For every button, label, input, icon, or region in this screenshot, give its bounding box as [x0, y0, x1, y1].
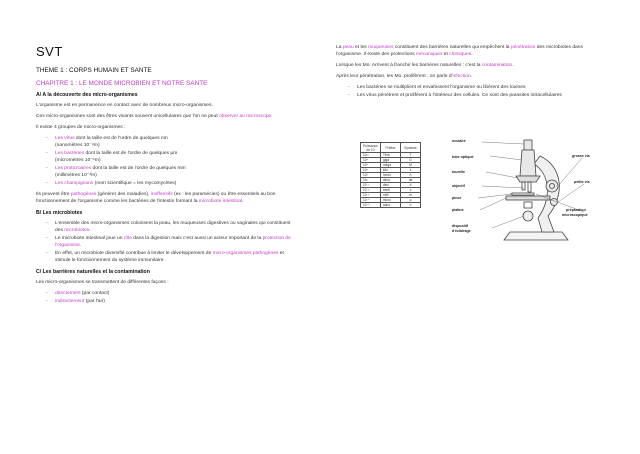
table-cell: 10⁻⁹	[361, 203, 381, 208]
section-b-heading: B/ Les microbiotes	[36, 210, 83, 216]
table-cell: c	[401, 188, 421, 193]
label-preparation: préparation	[566, 208, 586, 212]
table-cell: T	[401, 153, 421, 158]
label-tourelle: tourelle	[452, 170, 465, 174]
section-c-paragraph-1: Les micro-organismes se transmettent de différentes façons :	[36, 280, 169, 285]
contamination-paragraph: Lorsque les Mo. Arrivent à franchir les barrières naturelles : c'est la contamination.	[336, 63, 514, 68]
left-column	[36, 44, 296, 309]
table-cell: déci	[381, 183, 401, 188]
table-cell: centi	[381, 188, 401, 193]
table-cell: k	[401, 168, 421, 173]
label-grosse-vis: grosse vis	[572, 154, 590, 158]
label-platine: platine	[452, 208, 464, 212]
list-item: - Les bactéries se multiplient et envahissent l'organisme ou libèrent des toxines	[348, 84, 608, 91]
list-item: - Les champignons (nom scientifique = les mycomycètes)	[46, 180, 296, 187]
table-cell: micro	[381, 198, 401, 203]
section-a-heading: A/ A la découverte des micro-organismes	[36, 92, 138, 98]
table-cell: 10²	[361, 173, 381, 178]
table-header-cell: Puissance de 10	[361, 143, 381, 153]
table-cell: G	[401, 158, 421, 163]
table-cell: M	[401, 163, 421, 168]
label-tube-optique: tube optique	[452, 155, 474, 159]
section-a-paragraph-1: L'organisme est en permanence en contact avec de nombreux micro-organismes.	[36, 103, 213, 108]
list-item: - indirectement (par l'air)	[46, 298, 296, 305]
table-cell: déca	[381, 178, 401, 183]
table-cell: 10⁻³	[361, 193, 381, 198]
list-item: - Les virus dont la taille est de l'ordre de quelques nm (nanomètres 10⁻⁹m)	[46, 135, 296, 149]
label-microscopique: microscopique	[562, 213, 588, 217]
label-pince: pince	[452, 196, 462, 200]
barrier-paragraph: La peau et les muqueuses constituent des barrières naturelles qui empêchent la pénétration des microbiotes dans l'organisme. Il existe des protections mécaniques et chimiques.	[336, 45, 583, 57]
table-cell: 10⁻¹	[361, 183, 381, 188]
table-row	[361, 203, 421, 208]
table-cell: h	[401, 173, 421, 178]
section-a-paragraph-3: Il existe 4 groupes de micro-organismes :	[36, 125, 126, 130]
table-cell: 10⁶	[361, 163, 381, 168]
table-header-cell: Symbole	[401, 143, 421, 153]
list-item: - directement (par contact)	[46, 290, 296, 297]
doc-title: SVT	[36, 44, 63, 59]
table-cell: giga	[381, 158, 401, 163]
right-column	[336, 44, 608, 103]
microbiotes-list	[46, 220, 296, 264]
section-c-heading: C/ Les barrières naturelles et la contamination	[36, 269, 150, 275]
table-cell: milli	[381, 193, 401, 198]
list-item: - Les virus pénètrent et prolifèrent à l'intérieur des cellules. Ce sont des parasites intracellulaires	[348, 92, 608, 99]
table-cell: méga	[381, 163, 401, 168]
chapter-heading: CHAPITRE 1 : LE MONDE MICROBIEN ET NOTRE SANTE	[36, 80, 208, 87]
label-objectif: objectif	[452, 184, 465, 188]
table-header-row	[361, 143, 421, 153]
list-item: - Les bactéries dont la taille est de l'ordre de quelques µm (micromètres 10⁻⁶m)	[46, 150, 296, 164]
infection-list	[348, 84, 608, 99]
section-a-paragraph-2: Ces micro-organismes sont des êtres vivants souvent unicellulaires que l'on ne peut observer au microscope.	[36, 114, 273, 119]
list-item: - Le microbiote intestinal joue un rôle dans la digestion mais c'est aussi un acteur important de la protection de l'organisme.	[46, 235, 296, 249]
table-cell: da	[401, 178, 421, 183]
unit-prefix-table	[360, 142, 421, 208]
table-cell: Téra	[381, 153, 401, 158]
table-cell: d	[401, 183, 421, 188]
list-item: - L'ensemble des micro-organismes colonisent la peau, les muqueuses digestives ou vaginales qui constituent des microbiotes.	[46, 220, 296, 234]
figure-area	[360, 136, 610, 246]
table-cell: 10¹	[361, 178, 381, 183]
label-petite-vis: petite vis	[574, 180, 590, 184]
table-cell: 10¹²	[361, 153, 381, 158]
label-dispositif: dispositif	[452, 224, 468, 228]
table-cell: µ	[401, 198, 421, 203]
label-oculaire: oculaire	[452, 139, 466, 143]
theme-heading: THEME 1 : CORPS HUMAIN ET SANTE	[36, 67, 152, 74]
table-cell: 10⁹	[361, 158, 381, 163]
table-cell: hecto	[381, 173, 401, 178]
transmission-list	[46, 290, 296, 305]
table-cell: n	[401, 203, 421, 208]
table-cell: kilo	[381, 168, 401, 173]
table-cell: 10⁻⁶	[361, 198, 381, 203]
table-cell: 10⁻²	[361, 188, 381, 193]
unit-table-body	[361, 153, 421, 208]
table-cell: nano	[381, 203, 401, 208]
infection-paragraph: Après leur pénétration, les Mo. prolifèrent : on parle d'infection.	[336, 74, 473, 79]
micro-organism-groups-list	[46, 135, 296, 187]
list-item: - En effet, un microbiote diversifié contribue à limiter le développement de micro-organismes pathogènes et stimule le fonctionnement du système immunitaire.	[46, 250, 296, 264]
table-cell: m	[401, 193, 421, 198]
label-eclairage: d'éclairage	[452, 229, 471, 233]
table-header-cell: Préfixe	[381, 143, 401, 153]
table-cell: 10³	[361, 168, 381, 173]
list-item: - Les protozoaires dont la taille est de l'ordre de quelques mm (millimètres 10⁻³m)	[46, 165, 296, 179]
section-a-paragraph-4: Ils peuvent être pathogènes (générer des maladies), inoffensifs (ex : les paramécies) ou être essentiels au bon fonctionnement de l'organisme comme les bactéries de l'intestin formant la microbiote intestinal.	[36, 192, 276, 204]
